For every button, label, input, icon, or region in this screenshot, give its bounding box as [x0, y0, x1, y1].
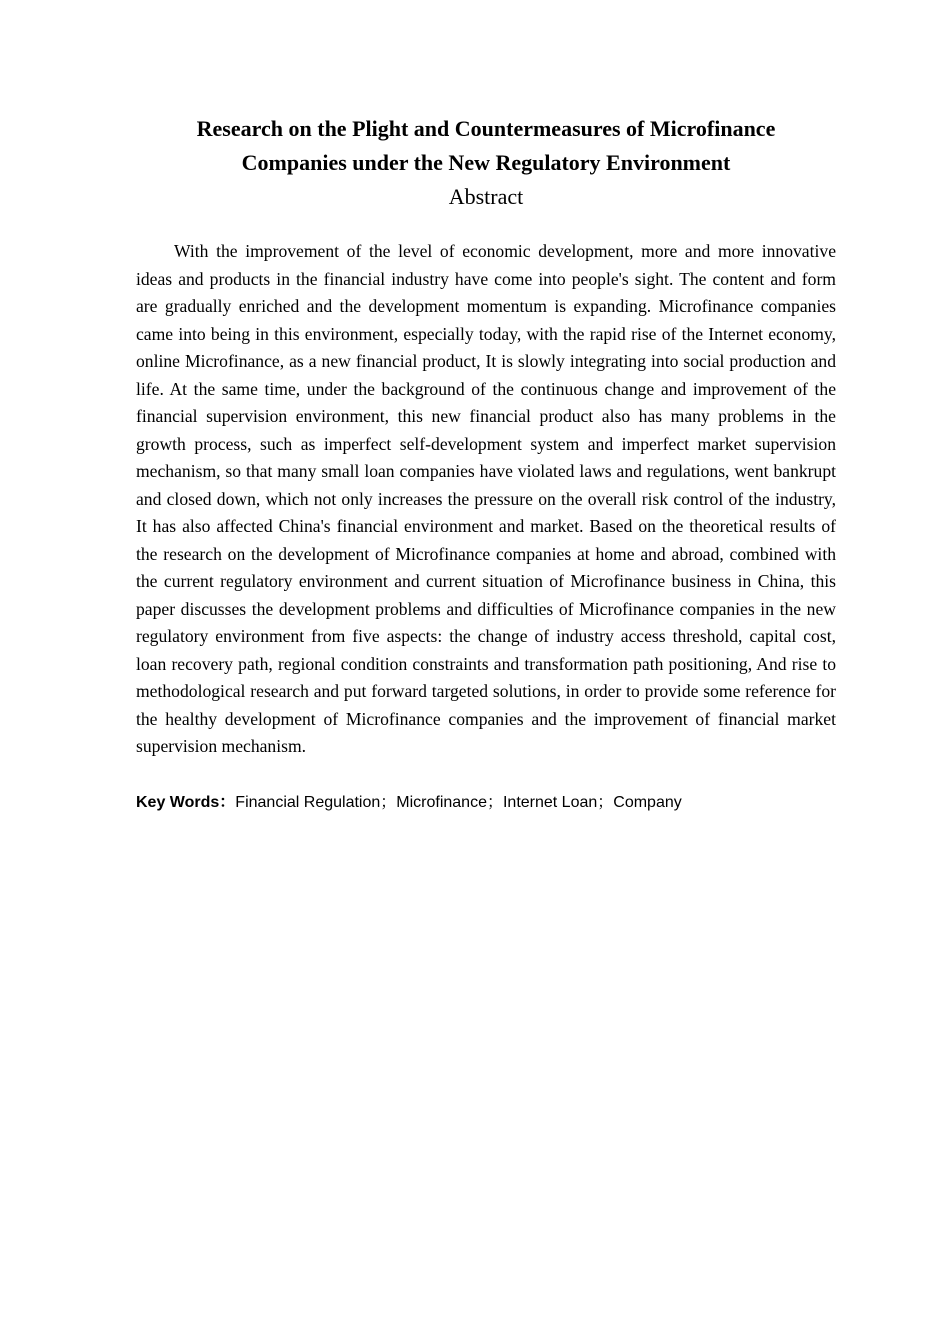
paper-title	[136, 112, 836, 180]
abstract-heading: Abstract	[448, 184, 524, 209]
keywords-list: Financial Regulation；Microfinance；Internet Loan；Company	[235, 793, 682, 811]
abstract-paragraph: With the improvement of the level of economic development, more and more innovative ideas and products in the financial industry have come into people's sight. The content and form are gradually enriched and the development momentum is expanding. Microfinance companies came into being in this environment, especially today, with the rapid rise of the Internet economy, online Microfinance, as a new financial product, It is slowly integrating into social production and life. At the same time, under the background of the continuous change and improvement of the financial supervision environment, this new financial product also has many problems in the growth process, such as imperfect self-development system and imperfect market supervision mechanism, so that many small loan companies have violated laws and regulations, went bankrupt and closed down, which not only increases the pressure on the overall risk control of the industry, It has also affected China's financial environment and market. Based on the theoretical results of the research on the development of Microfinance companies at home and abroad, combined with the current regulatory environment and current situation of Microfinance business in China, this paper discusses the development problems and difficulties of Microfinance companies in the new regulatory environment from five aspects: the change of industry access threshold, capital cost, loan recovery path, regional condition constraints and transformation path positioning, And rise to methodological research and put forward targeted solutions, in order to provide some reference for the healthy development of Microfinance companies and the improvement of financial market supervision mechanism.	[136, 241, 836, 756]
paper-title-line-2: Companies under the New Regulatory Environment	[241, 150, 731, 175]
keywords-line	[136, 791, 836, 815]
keywords-label: Key Words：	[136, 793, 236, 811]
document-page	[136, 112, 836, 815]
paper-title-line-1: Research on the Plight and Countermeasures of Microfinance	[196, 116, 776, 141]
